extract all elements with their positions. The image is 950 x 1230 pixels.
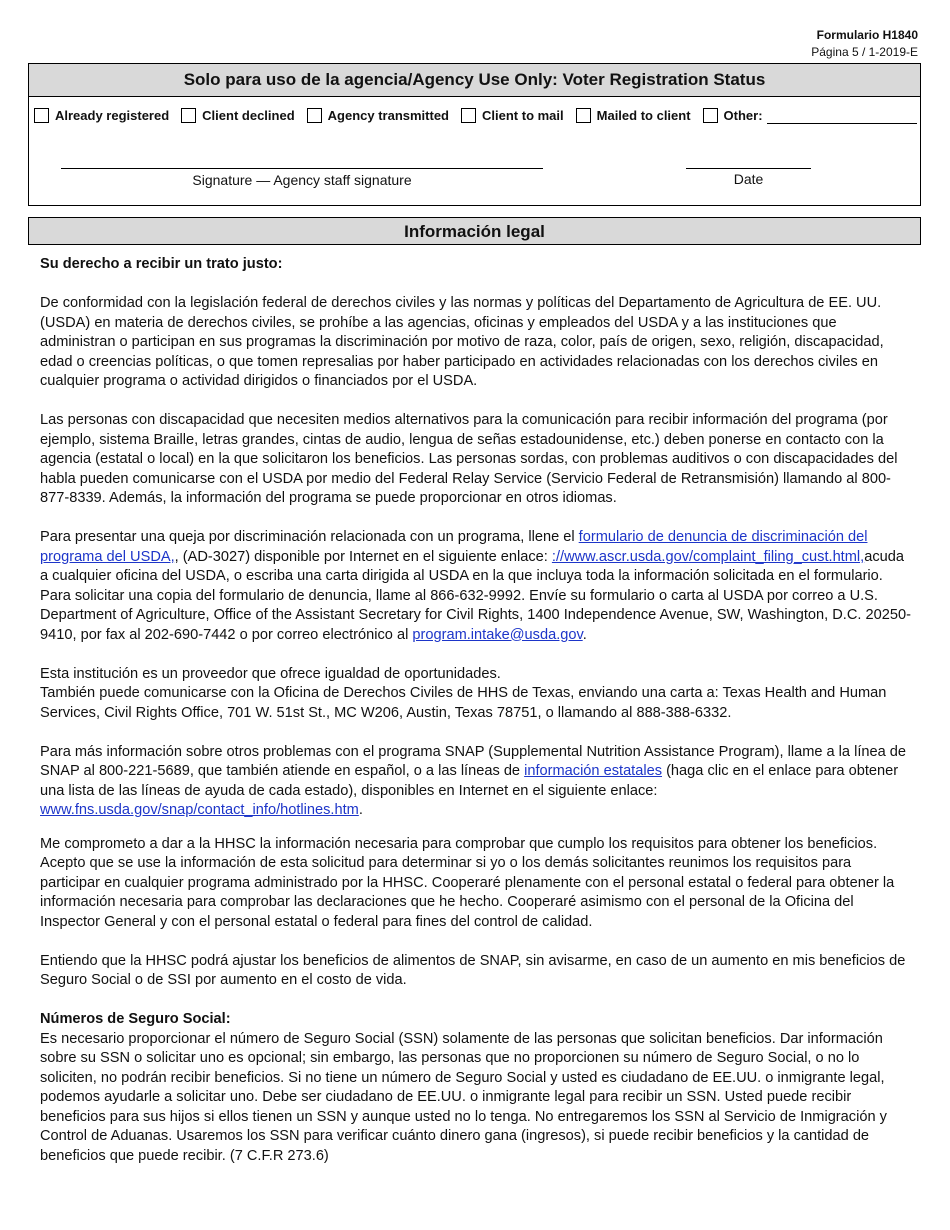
option-label: Other: — [723, 107, 763, 123]
option-label: Agency transmitted — [327, 107, 450, 123]
complaint-text-a: Para presentar una queja por discriminación relacionada con un programa, llene el — [40, 529, 579, 545]
option-label: Mailed to client — [596, 107, 691, 123]
checkbox-agency-transmitted[interactable] — [307, 108, 322, 123]
paragraph-snap-info — [40, 743, 912, 821]
option-label: Client to mail — [482, 107, 564, 123]
fair-treatment-heading: Su derecho a recibir un trato justo: — [40, 256, 283, 272]
state-info-link[interactable]: información estatales — [524, 763, 663, 779]
form-id: Formulario H1840 — [816, 28, 918, 42]
paragraph-ssn: Es necesario proporcionar el número de Seguro Social (SSN) solamente de las personas que solicitan beneficios. Dar información sobre su SSN o solicitar uno es opcional; sin embargo, las personas que no proporcionen su número de Seguro Social, o no lo soliciten, no podrán recibir beneficios. Si no tiene un número de Seguro Social y usted es ciudadano de EE.UU. o inmigrante legal, podemos ayudarle a solicitar uno. Debe ser ciudadano de EE.UU. o inmigrante legal para recibir un SSN. Usted puede recibir beneficios para sus hijos si ellos tienen un SSN y aunque usted no lo tenga. No entregaremos los SSN al Servicio de Inmigración y Control de Aduanas. Usaremos los SSN para verificar cuánto dinero gana (ingresos), si puede recibir beneficios y la cantidad de beneficios que puede recibir. (7 C.F.R 273.6) — [40, 1030, 887, 1164]
complaint-text-b: , (AD-3027) disponible por Internet en el siguiente enlace: — [174, 548, 552, 565]
paragraph-commitment: Me comprometo a dar a la HHSC la información necesaria para comprobar que cumplo los requisitos para obtener los beneficios. Acepto que se use la información de esta solicitud para determinar si yo o los demás solicitantes reunimos los requisitos para participar en cualquier programa administrado por la HHSC. Cooperaré plenamente con el personal estatal o federal para obtener la información necesaria para comprobar las declaraciones que he hecho. Cooperaré asimismo con el personal de la Oficina del Inspector General y con el personal estatal o federal para fines del control de calidad. — [40, 835, 895, 930]
legal-content — [40, 255, 912, 1166]
complaint-text-c: acuda a cualquier oficina del USDA, o escriba una carta dirigida al USDA en la que incluya toda la información solicitada en el formulario. Para solicitar una copia del formulario de denuncia, llame al 866-632-9992. Envíe su formulario o carta al USDA por correo a U.S. Department of Agriculture, Office of the Assistant Secretary for Civil Rights, 1400 Independence Avenue, SW, Washington, D.C. 20250-9410, por fax al 202-690-7442 o por correo electrónico al — [40, 548, 911, 643]
snap-text-c: . — [358, 802, 363, 818]
option-other[interactable] — [703, 108, 763, 123]
paragraph-hhs-civil-rights: También puede comunicarse con la Oficina de Derechos Civiles de HHS de Texas, enviando una carta a: Texas Health and Human Services, Civil Rights Office, 701 W. 51st St., MC W206, Austin, Texas 78751, o llamando al 888-388-6332. — [40, 685, 887, 721]
snap-text-a: Para más información sobre otros problemas con el programa SNAP (Supplemental Nutrition Assistance Program), llame a la línea de SNAP al 800-221-5689, que también atiende en español, o a las líneas de — [40, 743, 907, 779]
agency-use-box — [28, 63, 921, 206]
checkbox-client-to-mail[interactable] — [461, 108, 476, 123]
checkbox-mailed-to-client[interactable] — [576, 108, 591, 123]
complaint-form-link[interactable]: formulario de denuncia de discriminación del programa del USDA, — [40, 529, 868, 565]
signature-field[interactable] — [61, 168, 543, 169]
checkbox-other[interactable] — [703, 108, 718, 123]
checkbox-already-registered[interactable] — [34, 108, 49, 123]
option-agency-transmitted[interactable] — [307, 108, 449, 123]
paragraph-complaint — [40, 528, 912, 645]
paragraph-snap-adjust: Entiendo que la HHSC podrá ajustar los beneficios de alimentos de SNAP, sin avisarme, en caso de un aumento en mis beneficios de Seguro Social o de SSI por aumento en el costo de vida. — [40, 952, 906, 988]
paragraph-disability: Las personas con discapacidad que necesiten medios alternativos para la comunicación para recibir información del programa (por ejemplo, sistema Braille, letras grandes, cintas de audio, lengua de señas estadounidense, etc.) deben ponerse en contacto con la agencia (estatal o local) en la que solicitaron los beneficios. Las personas sordas, con problemas auditivos o con discapacidades del habla pueden comunicarse con el USDA por medio del Federal Relay Service (Servicio Federal de Retransmisión) llamando al 800-877-8339. Además, la información del programa se puede proporcionar en otros idiomas. — [40, 412, 898, 506]
date-label: Date — [733, 171, 764, 187]
paragraph-equal-opportunity: Esta institución es un proveedor que ofrece igualdad de oportunidades. — [40, 665, 501, 682]
program-intake-email-link[interactable]: program.intake@usda.gov — [412, 626, 583, 643]
ssn-heading: Números de Seguro Social: — [40, 1011, 231, 1027]
paragraph-civil-rights: De conformidad con la legislación federal de derechos civiles y las normas y políticas del Departamento de Agricultura de EE. UU. (USDA) en materia de derechos civiles, se prohíbe a las agencias, oficinas y empleados del USDA y a las instituciones que administran o participan en sus programas la discriminación por motivo de raza, color, país de origen, sexo, religión, discapacidad, edad o creencias políticas, o que tomen represalias por haber participado en actividades relacionadas con los derechos civiles en cualquier programa o actividad dirigidos o financiados por el USDA. — [40, 295, 884, 389]
voter-status-options — [34, 105, 917, 125]
option-already-registered[interactable] — [34, 108, 169, 123]
option-label: Already registered — [55, 107, 170, 123]
legal-info-title: Información legal — [28, 217, 921, 245]
option-client-declined[interactable] — [181, 108, 294, 123]
fns-hotlines-link[interactable]: www.fns.usda.gov/snap/contact_info/hotlines.htm — [40, 802, 359, 818]
complaint-text-d: . — [582, 626, 587, 643]
date-field[interactable] — [686, 168, 811, 169]
other-text-field[interactable] — [767, 107, 917, 124]
page-reference: Página 5 / 1-2019-E — [811, 45, 918, 59]
option-client-to-mail[interactable] — [461, 108, 564, 123]
option-label: Client declined — [202, 107, 295, 123]
ascr-url-link[interactable]: ://www.ascr.usda.gov/complaint_filing_cust.html, — [551, 548, 865, 565]
option-mailed-to-client[interactable] — [576, 108, 691, 123]
agency-use-title: Solo para uso de la agencia/Agency Use Only: Voter Registration Status — [29, 64, 920, 97]
signature-label: Signature — Agency staff signature — [192, 172, 412, 188]
snap-text-b: (haga clic en el enlace para obtener una lista de las líneas de ayuda de cada estado), disponibles en Internet en el siguiente enlace: — [40, 763, 899, 799]
checkbox-client-declined[interactable] — [181, 108, 196, 123]
